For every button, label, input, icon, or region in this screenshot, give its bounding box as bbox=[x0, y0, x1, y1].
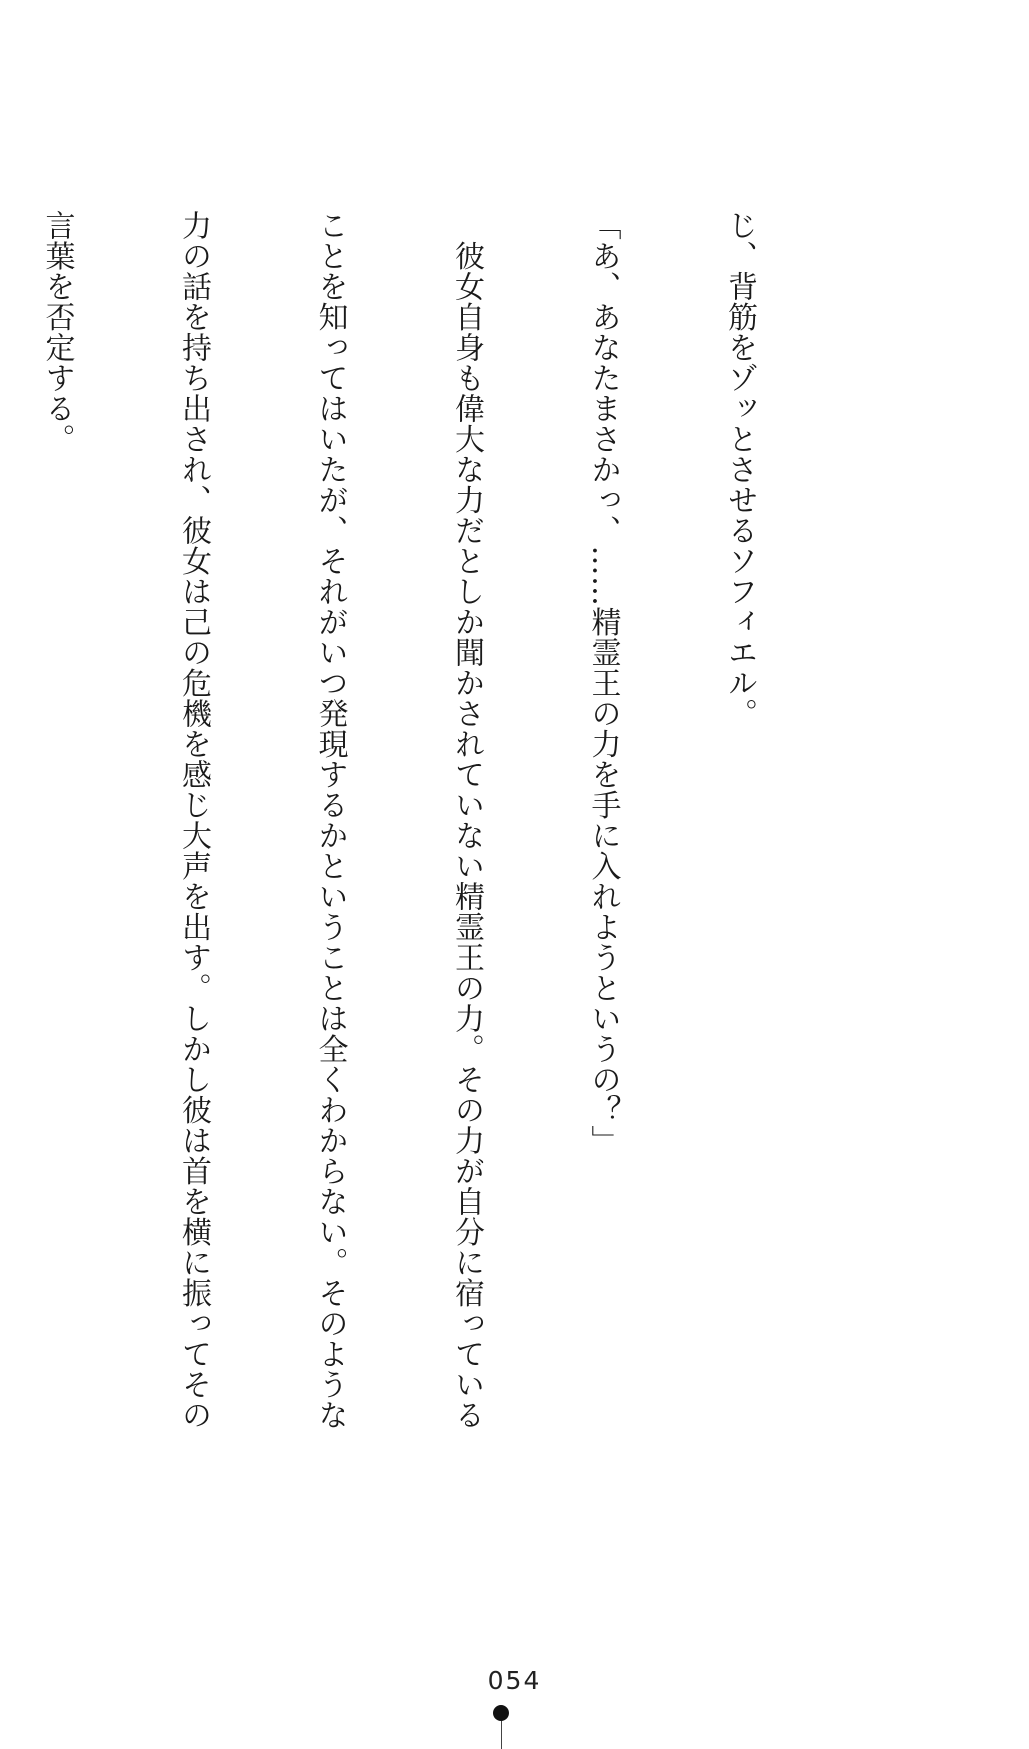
text-line: 言葉を否定する。 bbox=[39, 210, 75, 454]
page-marker-dot bbox=[493, 1705, 509, 1721]
text-line: じ、背筋をゾッとさせるソフィエル。 bbox=[722, 210, 757, 729]
text-line: ことを知ってはいたが、それがいつ発現するかということは全くわからない。そのような bbox=[312, 210, 348, 1430]
text-line: 力の話を持ち出され、彼女は己の危機を感じ大声を出す。しかし彼は首を横に振ってその bbox=[176, 210, 211, 1430]
body-text bbox=[0, 210, 853, 1540]
text-line: 彼女自身も偉大な力だとしか聞かされていない精霊王の力。その力が自分に宿っている bbox=[449, 210, 484, 1430]
page-number: 054 bbox=[487, 1666, 542, 1695]
text-line: 「あ、あなたまさかっ、……精霊王の力を手に入れようというの？」 bbox=[585, 210, 621, 1156]
